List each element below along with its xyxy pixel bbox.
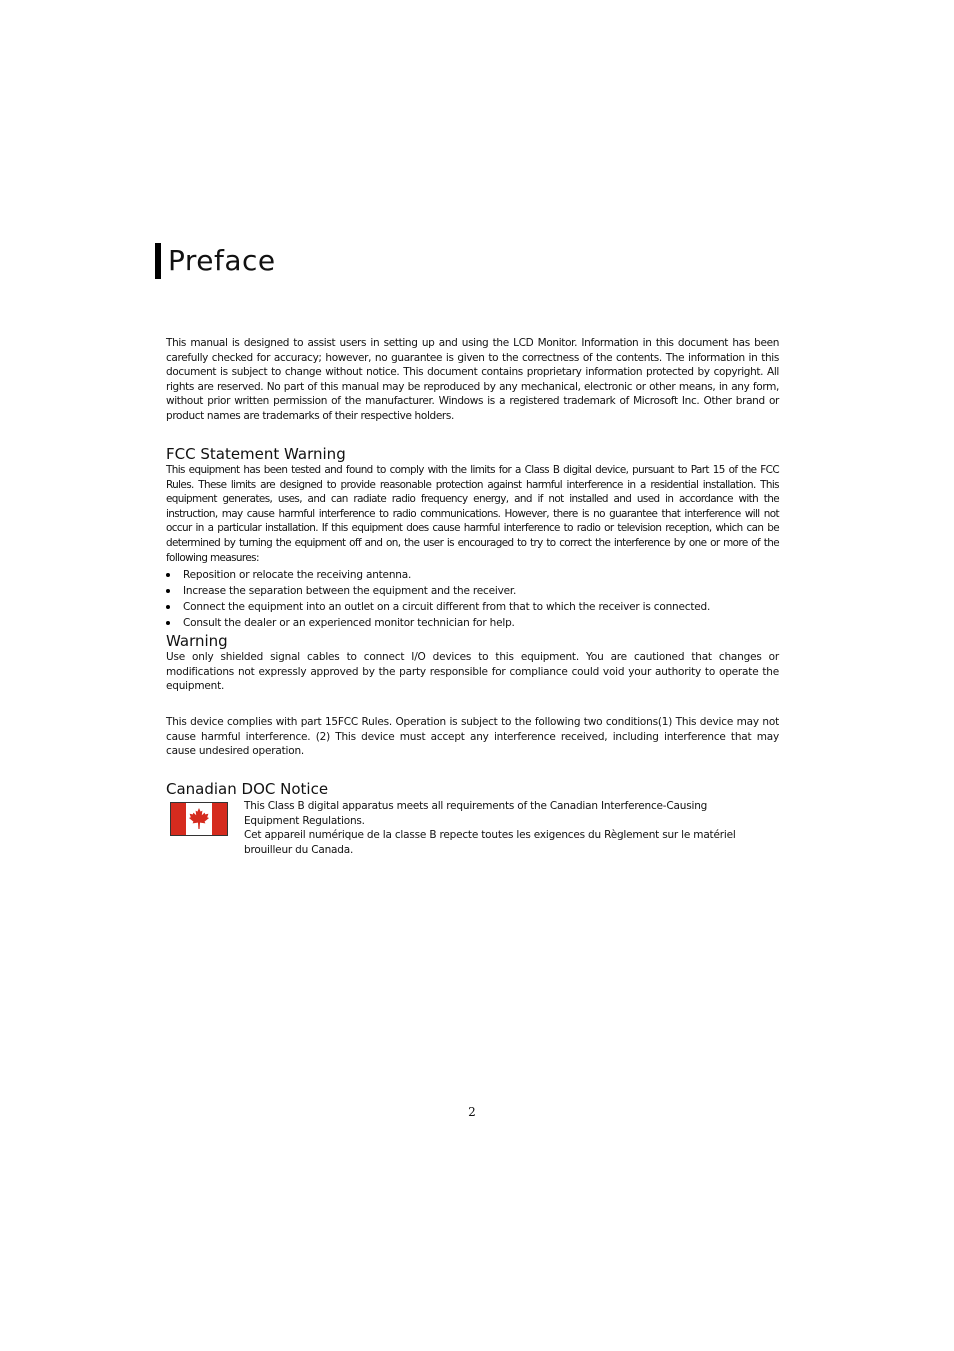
fcc-section [166, 445, 779, 631]
canadian-doc-section [166, 780, 779, 856]
canada-french-text: Cet appareil numérique de la classe B repecte toutes les exigences du Règlement sur le matériel brouilleur du Canada. [244, 829, 736, 856]
compliance-body: This device complies with part 15FCC Rules. Operation is subject to the following two conditions(1) This device may not cause harmful interference. (2) This device must accept any interference received, including interference that may cause undesired operation. [166, 716, 779, 758]
fcc-body: This equipment has been tested and found to comply with the limits for a Class B digital device, pursuant to Part 15 of the FCC Rules. These limits are designed to provide reasonable protection against harmful interference in a residential installation. This equipment generates, uses, and can radiate radio frequency energy, and if not installed and used in accordance with the instruction, may cause harmful interference to radio communications. However, there is no guarantee that interference will not occur in a particular installation. If this equipment does cause harmful interference to radio or television reception, which can be determined by turning the equipment off and on, the user is encouraged to try to correct the interference by one or more of the following measures: [166, 464, 779, 564]
intro-paragraph: This manual is designed to assist users in setting up and using the LCD Monitor. Information in this document has been carefully checked for accuracy; however, no guarantee is given to the correctness of the contents. The information in this document is subject to change without notice. This document contains proprietary information protected by copyright. All rights are reserved. No part of this manual may be reproduced by any mechanical, electronic or other means, in any form, without prior written permission of the manufacturer. Windows is a registered trademark of Microsoft Inc. Other brand or product names are trademarks of their respective holders. [166, 337, 779, 422]
warning-heading: Warning [166, 632, 228, 650]
list-item: Increase the separation between the equipment and the receiver. [166, 583, 779, 599]
page-title: Preface [168, 244, 276, 277]
canada-heading: Canadian DOC Notice [166, 780, 329, 798]
list-item: Consult the dealer or an experienced monitor technician for help. [166, 615, 779, 631]
fcc-measures-list [166, 567, 779, 631]
bullet-icon [166, 589, 170, 593]
bullet-icon [166, 621, 170, 625]
bullet-icon [166, 573, 170, 577]
title-accent-bar [155, 243, 161, 279]
warning-body: Use only shielded signal cables to connect I/O devices to this equipment. You are cautioned that changes or modifications not expressly approved by the party responsible for compliance could void your authority to operate the equipment. [166, 651, 779, 693]
canada-notice-text [244, 799, 764, 857]
warning-section [166, 632, 779, 694]
maple-leaf-icon [187, 807, 211, 831]
list-item: Reposition or relocate the receiving antenna. [166, 567, 779, 583]
canada-flag-icon [170, 802, 228, 836]
intro-section [166, 336, 779, 424]
list-item: Connect the equipment into an outlet on a circuit different from that to which the receiver is connected. [166, 599, 779, 615]
page-number: 2 [468, 1105, 476, 1119]
page-title-group [155, 243, 276, 279]
canada-english-text: This Class B digital apparatus meets all requirements of the Canadian Interference-Causing Equipment Regulations. [244, 800, 708, 827]
compliance-section [166, 715, 779, 759]
fcc-heading: FCC Statement Warning [166, 445, 346, 463]
bullet-icon [166, 605, 170, 609]
